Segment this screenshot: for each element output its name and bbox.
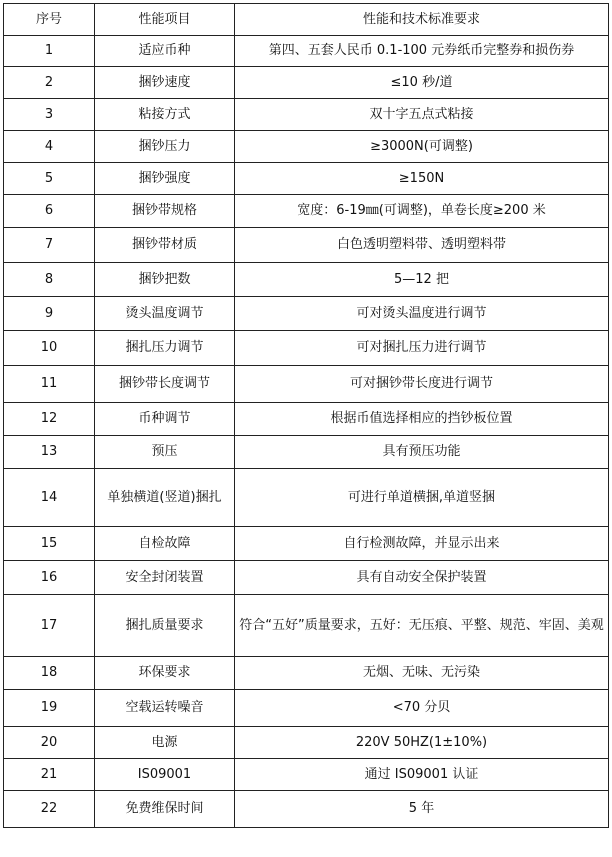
row-item: 粘接方式: [95, 99, 235, 131]
row-requirement: 双十字五点式粘接: [235, 99, 609, 131]
table-row: [4, 436, 609, 469]
row-item: 捆钞带材质: [95, 228, 235, 263]
row-item: 捆扎质量要求: [95, 595, 235, 657]
table-row: [4, 469, 609, 527]
header-no: 序号: [4, 4, 95, 36]
table-row: [4, 727, 609, 759]
row-number: 2: [4, 67, 95, 99]
table-row: [4, 690, 609, 727]
row-number: 3: [4, 99, 95, 131]
row-requirement: 可进行单道横捆,单道竖捆: [235, 469, 609, 527]
header-row: [4, 4, 609, 36]
row-item: 捆扎压力调节: [95, 331, 235, 366]
table-row: [4, 759, 609, 791]
row-requirement: 可对捆扎压力进行调节: [235, 331, 609, 366]
row-item: 单独横道(竖道)捆扎: [95, 469, 235, 527]
row-requirement: <70 分贝: [235, 690, 609, 727]
row-number: 11: [4, 366, 95, 403]
row-requirement: 可对捆钞带长度进行调节: [235, 366, 609, 403]
row-number: 16: [4, 561, 95, 595]
row-number: 12: [4, 403, 95, 436]
row-item: 捆钞压力: [95, 131, 235, 163]
row-requirement: 自行检测故障，并显示出来: [235, 527, 609, 561]
table-row: [4, 366, 609, 403]
row-requirement: 5 年: [235, 791, 609, 828]
row-number: 21: [4, 759, 95, 791]
row-requirement: 220V 50HZ(1±10%): [235, 727, 609, 759]
row-item: 电源: [95, 727, 235, 759]
table-row: [4, 195, 609, 228]
table-row: [4, 297, 609, 331]
spec-table: [3, 3, 609, 828]
row-requirement: ≥150N: [235, 163, 609, 195]
row-item: 免费维保时间: [95, 791, 235, 828]
table-row: [4, 595, 609, 657]
table-row: [4, 791, 609, 828]
row-requirement: 第四、五套人民币 0.1-100 元券纸币完整券和损伤券: [235, 36, 609, 67]
table-row: [4, 163, 609, 195]
row-requirement: 可对烫头温度进行调节: [235, 297, 609, 331]
header-requirement: 性能和技术标准要求: [235, 4, 609, 36]
row-number: 15: [4, 527, 95, 561]
row-number: 14: [4, 469, 95, 527]
table-row: [4, 561, 609, 595]
row-item: 烫头温度调节: [95, 297, 235, 331]
row-item: 币种调节: [95, 403, 235, 436]
row-number: 22: [4, 791, 95, 828]
table-row: [4, 67, 609, 99]
row-requirement: 具有预压功能: [235, 436, 609, 469]
row-requirement: ≤10 秒/道: [235, 67, 609, 99]
row-item: IS09001: [95, 759, 235, 791]
row-number: 18: [4, 657, 95, 690]
row-requirement: 白色透明塑料带、透明塑料带: [235, 228, 609, 263]
row-number: 6: [4, 195, 95, 228]
row-number: 4: [4, 131, 95, 163]
row-requirement: 根据币值选择相应的挡钞板位置: [235, 403, 609, 436]
row-requirement: 具有自动安全保护装置: [235, 561, 609, 595]
row-item: 环保要求: [95, 657, 235, 690]
row-item: 捆钞强度: [95, 163, 235, 195]
row-number: 13: [4, 436, 95, 469]
row-number: 8: [4, 263, 95, 297]
row-item: 自检故障: [95, 527, 235, 561]
row-number: 1: [4, 36, 95, 67]
row-number: 10: [4, 331, 95, 366]
table-row: [4, 331, 609, 366]
row-item: 安全封闭装置: [95, 561, 235, 595]
row-number: 19: [4, 690, 95, 727]
header-item: 性能项目: [95, 4, 235, 36]
row-item: 捆钞带长度调节: [95, 366, 235, 403]
row-requirement: 5—12 把: [235, 263, 609, 297]
row-requirement: 无烟、无味、无污染: [235, 657, 609, 690]
row-item: 空载运转噪音: [95, 690, 235, 727]
row-number: 5: [4, 163, 95, 195]
row-number: 7: [4, 228, 95, 263]
row-requirement: 通过 IS09001 认证: [235, 759, 609, 791]
table-row: [4, 527, 609, 561]
row-item: 预压: [95, 436, 235, 469]
row-requirement: 宽度：6-19㎜(可调整)，单卷长度≥200 米: [235, 195, 609, 228]
row-requirement: 符合“五好”质量要求，五好：无压痕、平整、规范、牢固、美观: [235, 595, 609, 657]
row-number: 20: [4, 727, 95, 759]
table-row: [4, 657, 609, 690]
row-number: 9: [4, 297, 95, 331]
row-requirement: ≥3000N(可调整): [235, 131, 609, 163]
row-number: 17: [4, 595, 95, 657]
table-row: [4, 228, 609, 263]
table-row: [4, 99, 609, 131]
row-item: 捆钞把数: [95, 263, 235, 297]
table-row: [4, 36, 609, 67]
row-item: 捆钞带规格: [95, 195, 235, 228]
table-row: [4, 263, 609, 297]
table-row: [4, 403, 609, 436]
row-item: 适应币种: [95, 36, 235, 67]
table-row: [4, 131, 609, 163]
row-item: 捆钞速度: [95, 67, 235, 99]
